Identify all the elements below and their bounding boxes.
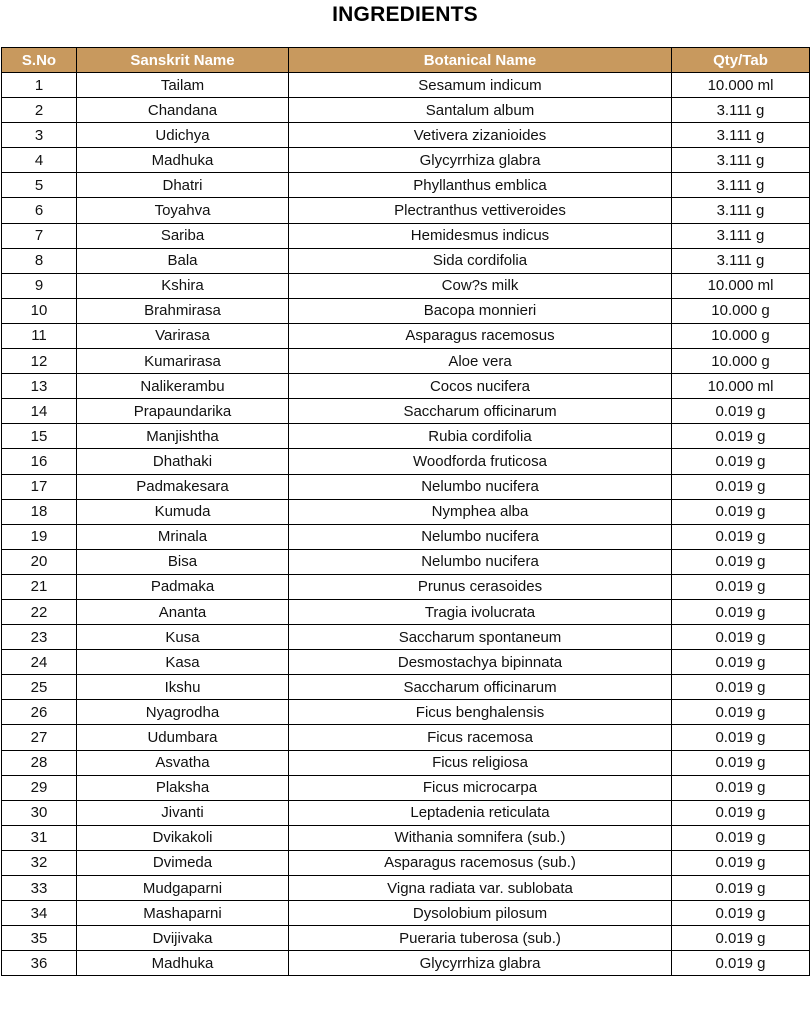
- table-row: [2, 349, 810, 374]
- cell-sanskrit-name: Mashaparni: [77, 901, 289, 926]
- cell-sanskrit-name: Kumarirasa: [77, 349, 289, 374]
- cell-botanical-name: Dysolobium pilosum: [289, 901, 672, 926]
- cell-sno: 27: [2, 725, 77, 750]
- cell-sanskrit-name: Nalikerambu: [77, 374, 289, 399]
- cell-qty-per-tab: 0.019 g: [672, 800, 810, 825]
- table-row: [2, 273, 810, 298]
- cell-sanskrit-name: Plaksha: [77, 775, 289, 800]
- cell-botanical-name: Santalum album: [289, 98, 672, 123]
- cell-sanskrit-name: Udichya: [77, 123, 289, 148]
- table-header-row: [2, 48, 810, 73]
- header-sno: S.No: [2, 48, 77, 73]
- cell-sno: 32: [2, 850, 77, 875]
- cell-sanskrit-name: Dvimeda: [77, 850, 289, 875]
- cell-sanskrit-name: Udumbara: [77, 725, 289, 750]
- cell-botanical-name: Aloe vera: [289, 349, 672, 374]
- cell-botanical-name: Woodforda fruticosa: [289, 449, 672, 474]
- cell-sno: 35: [2, 926, 77, 951]
- cell-sno: 16: [2, 449, 77, 474]
- cell-sanskrit-name: Kusa: [77, 625, 289, 650]
- table-body: [2, 73, 810, 976]
- cell-qty-per-tab: 3.111 g: [672, 148, 810, 173]
- table-row: [2, 750, 810, 775]
- cell-sanskrit-name: Ikshu: [77, 675, 289, 700]
- table-row: [2, 700, 810, 725]
- header-sanskrit-name: Sanskrit Name: [77, 48, 289, 73]
- cell-botanical-name: Cocos nucifera: [289, 374, 672, 399]
- table-row: [2, 298, 810, 323]
- table-row: [2, 98, 810, 123]
- table-row: [2, 825, 810, 850]
- cell-sanskrit-name: Kumuda: [77, 499, 289, 524]
- cell-sno: 17: [2, 474, 77, 499]
- cell-sanskrit-name: Kshira: [77, 273, 289, 298]
- cell-botanical-name: Saccharum spontaneum: [289, 625, 672, 650]
- cell-sanskrit-name: Jivanti: [77, 800, 289, 825]
- cell-qty-per-tab: 0.019 g: [672, 926, 810, 951]
- cell-botanical-name: Plectranthus vettiveroides: [289, 198, 672, 223]
- cell-sno: 18: [2, 499, 77, 524]
- table-row: [2, 650, 810, 675]
- cell-sanskrit-name: Padmakesara: [77, 474, 289, 499]
- table-row: [2, 850, 810, 875]
- cell-qty-per-tab: 0.019 g: [672, 399, 810, 424]
- cell-sanskrit-name: Kasa: [77, 650, 289, 675]
- cell-qty-per-tab: 0.019 g: [672, 524, 810, 549]
- cell-qty-per-tab: 10.000 g: [672, 349, 810, 374]
- cell-sanskrit-name: Prapaundarika: [77, 399, 289, 424]
- cell-sanskrit-name: Dhathaki: [77, 449, 289, 474]
- cell-sno: 33: [2, 876, 77, 901]
- table-row: [2, 449, 810, 474]
- cell-botanical-name: Saccharum officinarum: [289, 675, 672, 700]
- cell-qty-per-tab: 0.019 g: [672, 700, 810, 725]
- cell-sanskrit-name: Toyahva: [77, 198, 289, 223]
- table-row: [2, 876, 810, 901]
- cell-botanical-name: Pueraria tuberosa (sub.): [289, 926, 672, 951]
- cell-sanskrit-name: Dvikakoli: [77, 825, 289, 850]
- cell-botanical-name: Vigna radiata var. sublobata: [289, 876, 672, 901]
- cell-botanical-name: Hemidesmus indicus: [289, 223, 672, 248]
- table-row: [2, 725, 810, 750]
- cell-botanical-name: Tragia ivolucrata: [289, 599, 672, 624]
- cell-sno: 11: [2, 323, 77, 348]
- cell-qty-per-tab: 10.000 g: [672, 298, 810, 323]
- cell-botanical-name: Withania somnifera (sub.): [289, 825, 672, 850]
- cell-qty-per-tab: 0.019 g: [672, 625, 810, 650]
- table-row: [2, 926, 810, 951]
- cell-sno: 30: [2, 800, 77, 825]
- cell-botanical-name: Sida cordifolia: [289, 248, 672, 273]
- cell-qty-per-tab: 3.111 g: [672, 223, 810, 248]
- cell-qty-per-tab: 0.019 g: [672, 675, 810, 700]
- cell-botanical-name: Glycyrrhiza glabra: [289, 148, 672, 173]
- cell-sno: 31: [2, 825, 77, 850]
- table-row: [2, 474, 810, 499]
- ingredients-table: [1, 47, 810, 976]
- cell-botanical-name: Asparagus racemosus: [289, 323, 672, 348]
- cell-sanskrit-name: Bala: [77, 248, 289, 273]
- cell-qty-per-tab: 0.019 g: [672, 901, 810, 926]
- table-row: [2, 198, 810, 223]
- cell-qty-per-tab: 10.000 ml: [672, 273, 810, 298]
- table-row: [2, 800, 810, 825]
- cell-botanical-name: Sesamum indicum: [289, 73, 672, 98]
- cell-qty-per-tab: 0.019 g: [672, 449, 810, 474]
- table-row: [2, 123, 810, 148]
- table-row: [2, 599, 810, 624]
- cell-qty-per-tab: 0.019 g: [672, 650, 810, 675]
- table-row: [2, 424, 810, 449]
- cell-qty-per-tab: 0.019 g: [672, 725, 810, 750]
- cell-sno: 2: [2, 98, 77, 123]
- cell-sno: 20: [2, 549, 77, 574]
- cell-qty-per-tab: 0.019 g: [672, 599, 810, 624]
- cell-sanskrit-name: Padmaka: [77, 574, 289, 599]
- cell-sno: 10: [2, 298, 77, 323]
- cell-qty-per-tab: 0.019 g: [672, 951, 810, 976]
- cell-sno: 28: [2, 750, 77, 775]
- table-row: [2, 223, 810, 248]
- cell-sno: 9: [2, 273, 77, 298]
- cell-sno: 8: [2, 248, 77, 273]
- cell-sno: 19: [2, 524, 77, 549]
- cell-sno: 14: [2, 399, 77, 424]
- cell-qty-per-tab: 0.019 g: [672, 876, 810, 901]
- cell-sno: 3: [2, 123, 77, 148]
- cell-botanical-name: Phyllanthus emblica: [289, 173, 672, 198]
- cell-sno: 25: [2, 675, 77, 700]
- cell-qty-per-tab: 0.019 g: [672, 549, 810, 574]
- cell-sanskrit-name: Madhuka: [77, 148, 289, 173]
- cell-botanical-name: Nelumbo nucifera: [289, 549, 672, 574]
- table-row: [2, 901, 810, 926]
- table-row: [2, 248, 810, 273]
- table-row: [2, 549, 810, 574]
- cell-qty-per-tab: 0.019 g: [672, 750, 810, 775]
- cell-botanical-name: Vetivera zizanioides: [289, 123, 672, 148]
- cell-sanskrit-name: Brahmirasa: [77, 298, 289, 323]
- table-row: [2, 374, 810, 399]
- cell-qty-per-tab: 0.019 g: [672, 574, 810, 599]
- cell-qty-per-tab: 0.019 g: [672, 424, 810, 449]
- cell-qty-per-tab: 10.000 ml: [672, 374, 810, 399]
- cell-sanskrit-name: Mudgaparni: [77, 876, 289, 901]
- cell-sno: 26: [2, 700, 77, 725]
- cell-sanskrit-name: Sariba: [77, 223, 289, 248]
- cell-sanskrit-name: Mrinala: [77, 524, 289, 549]
- cell-botanical-name: Glycyrrhiza glabra: [289, 951, 672, 976]
- table-row: [2, 951, 810, 976]
- table-row: [2, 148, 810, 173]
- cell-sanskrit-name: Madhuka: [77, 951, 289, 976]
- cell-sanskrit-name: Dvijivaka: [77, 926, 289, 951]
- table-row: [2, 173, 810, 198]
- cell-sno: 24: [2, 650, 77, 675]
- header-botanical-name: Botanical Name: [289, 48, 672, 73]
- cell-qty-per-tab: 0.019 g: [672, 474, 810, 499]
- page-title: INGREDIENTS: [332, 3, 478, 26]
- cell-qty-per-tab: 3.111 g: [672, 198, 810, 223]
- table-row: [2, 399, 810, 424]
- cell-botanical-name: Leptadenia reticulata: [289, 800, 672, 825]
- cell-sanskrit-name: Chandana: [77, 98, 289, 123]
- cell-sno: 34: [2, 901, 77, 926]
- cell-qty-per-tab: 3.111 g: [672, 173, 810, 198]
- cell-qty-per-tab: 0.019 g: [672, 775, 810, 800]
- cell-qty-per-tab: 3.111 g: [672, 123, 810, 148]
- cell-botanical-name: Cow?s milk: [289, 273, 672, 298]
- cell-sno: 4: [2, 148, 77, 173]
- header-qty-per-tab: Qty/Tab: [672, 48, 810, 73]
- table-row: [2, 73, 810, 98]
- cell-qty-per-tab: 10.000 ml: [672, 73, 810, 98]
- table-row: [2, 625, 810, 650]
- cell-botanical-name: Saccharum officinarum: [289, 399, 672, 424]
- cell-botanical-name: Nelumbo nucifera: [289, 474, 672, 499]
- cell-sno: 12: [2, 349, 77, 374]
- cell-sno: 36: [2, 951, 77, 976]
- cell-botanical-name: Ficus racemosa: [289, 725, 672, 750]
- cell-sanskrit-name: Dhatri: [77, 173, 289, 198]
- cell-sno: 23: [2, 625, 77, 650]
- cell-sno: 29: [2, 775, 77, 800]
- cell-sno: 6: [2, 198, 77, 223]
- cell-sno: 21: [2, 574, 77, 599]
- cell-botanical-name: Rubia cordifolia: [289, 424, 672, 449]
- cell-sanskrit-name: Nyagrodha: [77, 700, 289, 725]
- cell-botanical-name: Bacopa monnieri: [289, 298, 672, 323]
- cell-qty-per-tab: 0.019 g: [672, 499, 810, 524]
- table-row: [2, 775, 810, 800]
- cell-sanskrit-name: Asvatha: [77, 750, 289, 775]
- cell-botanical-name: Nymphea alba: [289, 499, 672, 524]
- table-row: [2, 499, 810, 524]
- cell-botanical-name: Desmostachya bipinnata: [289, 650, 672, 675]
- cell-sanskrit-name: Varirasa: [77, 323, 289, 348]
- cell-sanskrit-name: Bisa: [77, 549, 289, 574]
- cell-sno: 7: [2, 223, 77, 248]
- cell-sno: 22: [2, 599, 77, 624]
- cell-sanskrit-name: Ananta: [77, 599, 289, 624]
- cell-botanical-name: Prunus cerasoides: [289, 574, 672, 599]
- cell-qty-per-tab: 10.000 g: [672, 323, 810, 348]
- cell-sno: 15: [2, 424, 77, 449]
- cell-sanskrit-name: Tailam: [77, 73, 289, 98]
- cell-sno: 1: [2, 73, 77, 98]
- table-row: [2, 675, 810, 700]
- cell-sno: 5: [2, 173, 77, 198]
- cell-qty-per-tab: 0.019 g: [672, 825, 810, 850]
- cell-sanskrit-name: Manjishtha: [77, 424, 289, 449]
- cell-qty-per-tab: 3.111 g: [672, 248, 810, 273]
- table-row: [2, 323, 810, 348]
- cell-botanical-name: Asparagus racemosus (sub.): [289, 850, 672, 875]
- table-row: [2, 524, 810, 549]
- cell-botanical-name: Nelumbo nucifera: [289, 524, 672, 549]
- cell-sno: 13: [2, 374, 77, 399]
- cell-botanical-name: Ficus microcarpa: [289, 775, 672, 800]
- cell-botanical-name: Ficus benghalensis: [289, 700, 672, 725]
- cell-qty-per-tab: 0.019 g: [672, 850, 810, 875]
- cell-qty-per-tab: 3.111 g: [672, 98, 810, 123]
- table-row: [2, 574, 810, 599]
- cell-botanical-name: Ficus religiosa: [289, 750, 672, 775]
